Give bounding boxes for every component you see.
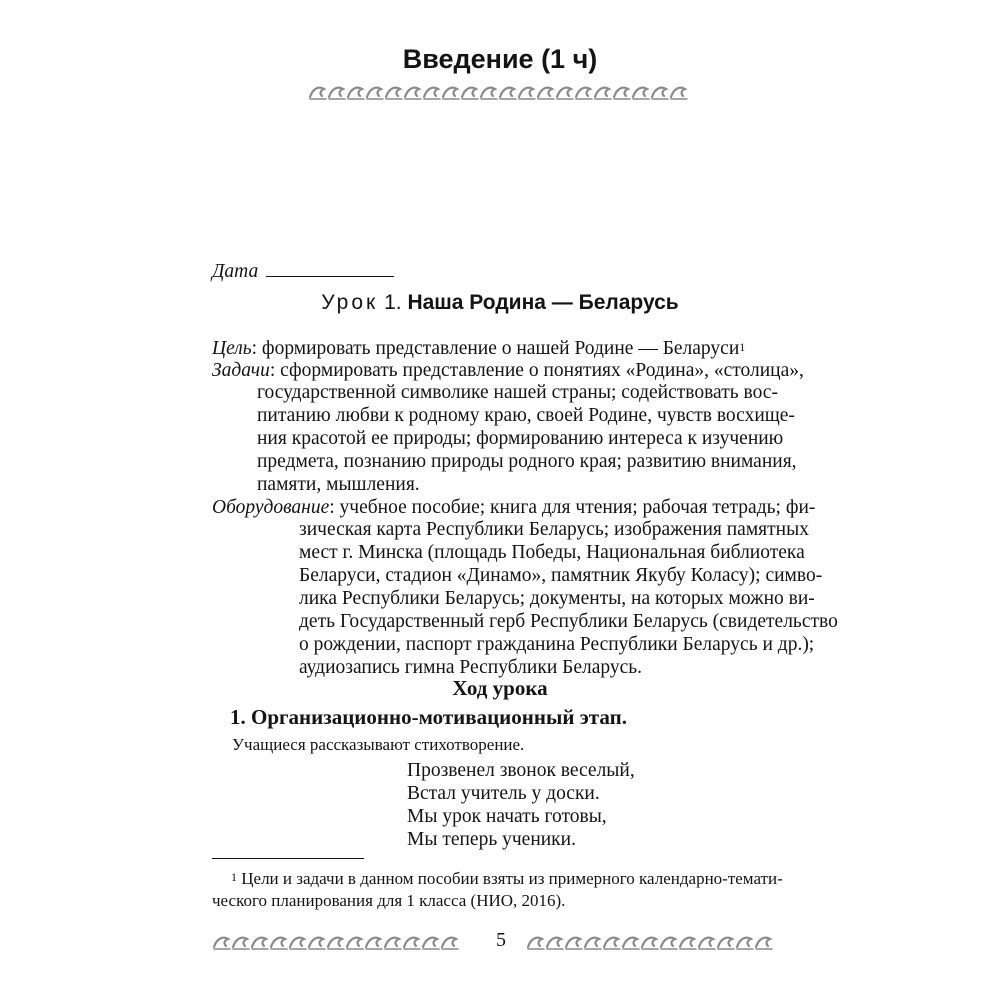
ornament-wave-motif xyxy=(442,938,458,949)
ornament-wave-motif xyxy=(538,88,554,99)
footnote-line-2: ческого планирования для 1 класса (НИО, 2016). xyxy=(212,891,566,910)
ornament-wave-motif xyxy=(385,938,401,949)
ornament-wave-motif xyxy=(718,938,734,949)
ornament-wave-motif xyxy=(329,88,345,99)
footnote-separator xyxy=(212,858,364,859)
ornament-wave-motif xyxy=(576,88,592,99)
tasks-line-6: памяти, мышления. xyxy=(257,474,420,495)
date-field xyxy=(212,260,394,283)
top-ornament-divider xyxy=(308,80,692,104)
ornament-wave-motif xyxy=(614,88,630,99)
ornament-wave-motif xyxy=(547,938,563,949)
ornament-wave-motif xyxy=(405,88,421,99)
ornament-wave-motif xyxy=(557,88,573,99)
stage-heading: 1. Организационно-мотивационный этап. xyxy=(230,705,627,729)
ornament-wave-motif xyxy=(233,938,249,949)
tasks-label: Задачи xyxy=(212,360,270,381)
equipment-label: Оборудование xyxy=(212,497,330,518)
bottom-right-ornament xyxy=(526,930,788,954)
ornament-wave-motif xyxy=(424,88,440,99)
ornament-wave-motif xyxy=(271,938,287,949)
equipment-line-2: зическая карта Республики Беларусь; изображения памятных xyxy=(299,519,809,540)
equipment-line-7: о рождении, паспорт гражданина Республики Беларусь и др.); xyxy=(299,634,815,655)
equipment-line-3: мест г. Минска (площадь Победы, Национальная библиотека xyxy=(299,542,805,563)
poem-line-1: Прозвенел звонок веселый, xyxy=(407,760,635,781)
ornament-wave-motif xyxy=(252,938,268,949)
ornament-wave-motif xyxy=(423,938,439,949)
ornament-wave-motif xyxy=(443,88,459,99)
goal-text: : формировать представление о нашей Родине — Беларуси xyxy=(251,338,740,359)
ornament-wave-motif xyxy=(519,88,535,99)
equipment-text-1: : учебное пособие; книга для чтения; рабочая тетрадь; фи- xyxy=(329,497,816,518)
tasks-line-3: питанию любви к родному краю, своей Родине, чувств восхище- xyxy=(257,405,795,426)
tasks-line-4: ния красотой ее природы; формированию интереса к изучению xyxy=(257,428,784,449)
ornament-wave-motif xyxy=(214,938,230,949)
footnote-line-1 xyxy=(231,868,783,890)
ornament-wave-motif xyxy=(671,88,687,99)
goal-line xyxy=(212,338,745,360)
bottom-left-ornament xyxy=(212,930,474,954)
date-label: Дата xyxy=(212,261,259,282)
ornament-wave-motif xyxy=(680,938,696,949)
lesson-name: Наша Родина — Беларусь xyxy=(407,291,679,314)
poem-line-3: Мы урок начать готовы, xyxy=(407,806,607,827)
ornament-wave-motif xyxy=(642,938,658,949)
ornament-wave-motif xyxy=(481,88,497,99)
ornament-wave-motif xyxy=(404,938,420,949)
equipment-line-4: Беларуси, стадион «Динамо», памятник Якубу Коласу); симво- xyxy=(299,565,823,586)
ornament-wave-motif xyxy=(366,938,382,949)
ornament-wave-motif xyxy=(386,88,402,99)
footnote-number: 1 xyxy=(231,870,237,884)
ornament-wave-motif xyxy=(500,88,516,99)
goal-label: Цель xyxy=(212,338,252,359)
page-number: 5 xyxy=(496,929,506,951)
poem-line-4: Мы теперь ученики. xyxy=(407,829,576,850)
ornament-wave-motif xyxy=(462,88,478,99)
lesson-title xyxy=(0,291,1000,315)
tasks-line-1 xyxy=(212,360,804,382)
ornament-wave-motif xyxy=(756,938,772,949)
ornament-wave-motif xyxy=(367,88,383,99)
equipment-line-1 xyxy=(212,497,815,519)
lesson-prefix: Урок xyxy=(321,291,379,314)
ornament-wave-motif xyxy=(328,938,344,949)
footnote-text-1: Цели и задачи в данном пособии взяты из примерного календарно-темати- xyxy=(237,869,783,888)
tasks-line-5: предмета, познанию природы родного края; развитию внимания, xyxy=(257,451,797,472)
ornament-wave-motif xyxy=(604,938,620,949)
ornament-wave-motif xyxy=(661,938,677,949)
intro-text: Учащиеся рассказывают стихотворение. xyxy=(232,735,525,754)
poem-line-2: Встал учитель у доски. xyxy=(407,783,600,804)
equipment-line-6: деть Государственный герб Республики Беларусь (свидетельство xyxy=(299,611,838,632)
tasks-text-1: : сформировать представление о понятиях «Родина», «столица», xyxy=(269,360,804,381)
ornament-wave-motif xyxy=(309,938,325,949)
chapter-title: Введение (1 ч) xyxy=(402,44,598,74)
footnote-ref: 1 xyxy=(739,340,746,354)
ornament-wave-motif xyxy=(623,938,639,949)
ornament-wave-motif xyxy=(290,938,306,949)
lesson-progress-heading: Ход урока xyxy=(452,676,548,700)
equipment-line-8: аудиозапись гимна Республики Беларусь. xyxy=(299,657,643,678)
equipment-line-5: лика Республики Беларусь; документы, на которых можно ви- xyxy=(299,588,815,609)
date-blank-line xyxy=(266,260,394,277)
ornament-wave-motif xyxy=(652,88,668,99)
lesson-number: 1. xyxy=(384,291,402,314)
ornament-wave-motif xyxy=(528,938,544,949)
ornament-wave-motif xyxy=(310,88,326,99)
ornament-wave-motif xyxy=(633,88,649,99)
ornament-wave-motif xyxy=(348,88,364,99)
ornament-wave-motif xyxy=(699,938,715,949)
ornament-wave-motif xyxy=(347,938,363,949)
tasks-line-2: государственной символике нашей страны; содействовать вос- xyxy=(257,382,778,403)
ornament-wave-motif xyxy=(566,938,582,949)
ornament-wave-motif xyxy=(595,88,611,99)
ornament-wave-motif xyxy=(737,938,753,949)
ornament-wave-motif xyxy=(585,938,601,949)
